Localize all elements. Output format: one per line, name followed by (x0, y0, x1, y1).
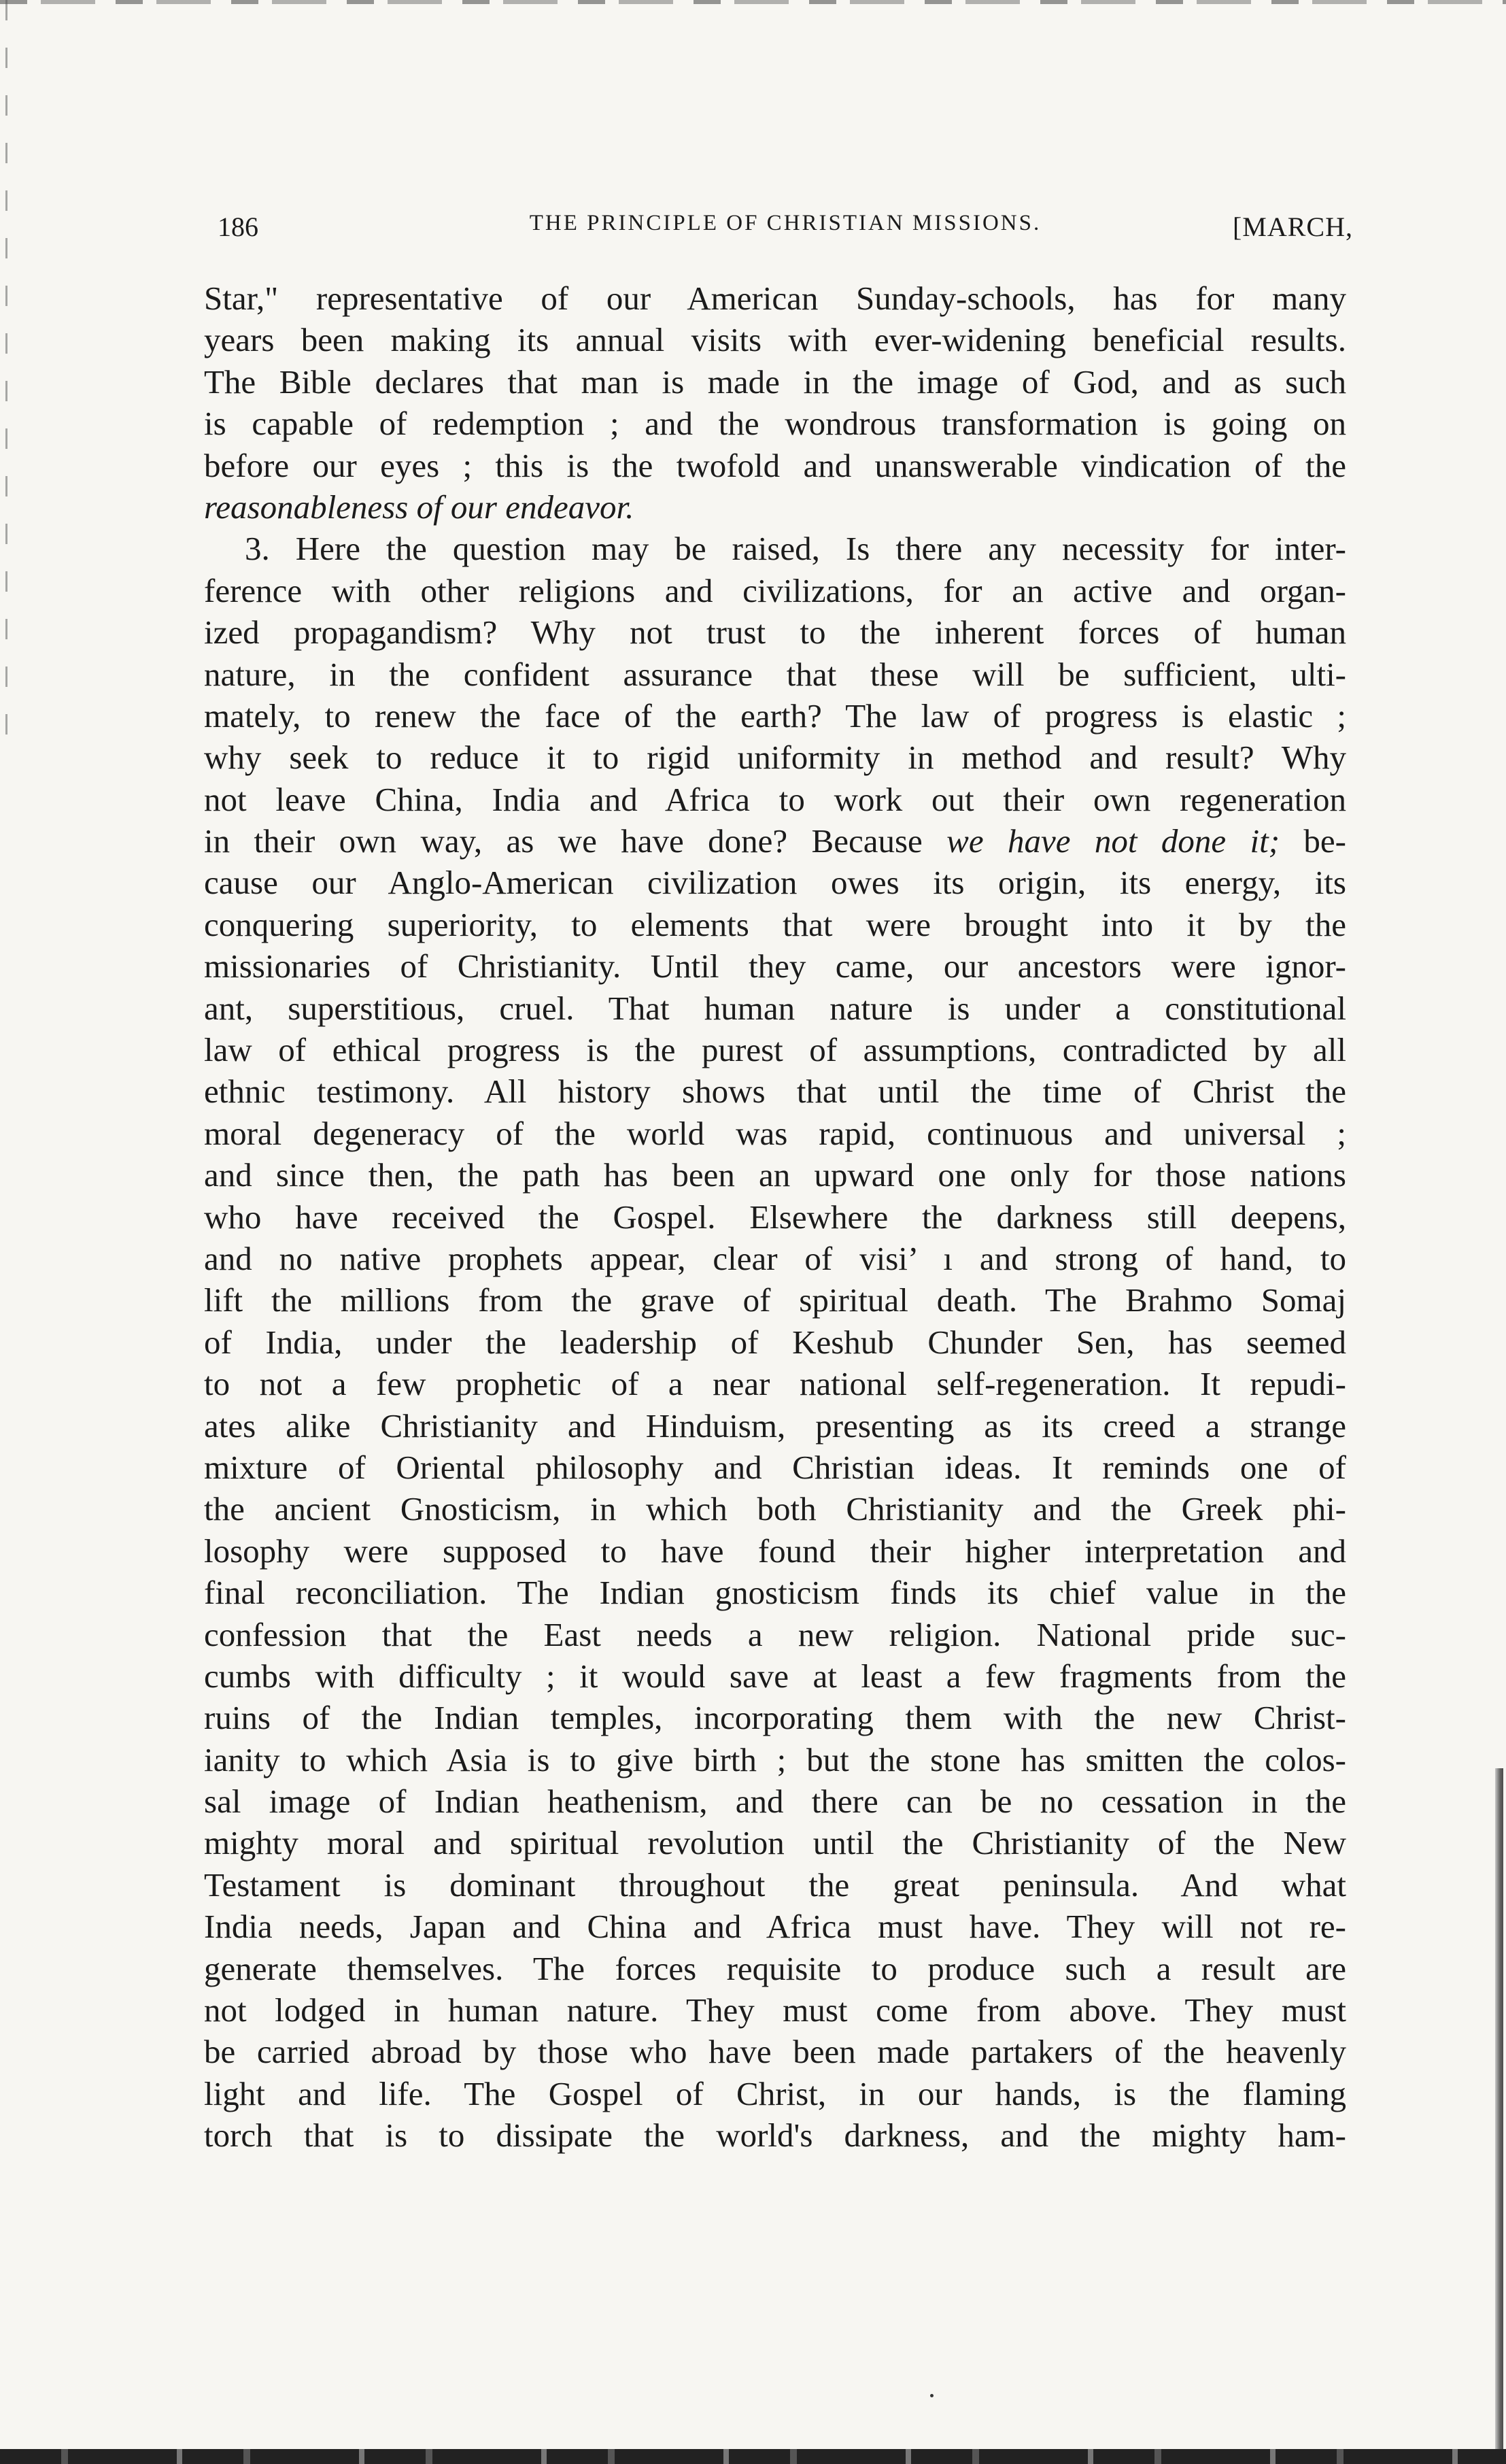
text-line: missionaries of Christianity. Until they came, our ancestors were ignor- (204, 947, 1346, 985)
text-line: mately, to renew the face of the earth? The law of progress is elastic ; (204, 696, 1346, 735)
text-line: not leave China, India and Africa to work out their own regeneration (204, 780, 1346, 818)
text-line: not lodged in human nature. They must come from above. They must (204, 1991, 1346, 2029)
text-line: ruins of the Indian temples, incorporating them with the new Christ- (204, 1699, 1346, 1737)
text-line: ates alike Christianity and Hinduism, presenting as its creed a strange (204, 1406, 1346, 1445)
running-header (218, 211, 1353, 252)
text-line: the ancient Gnosticism, in which both Christianity and the Greek phi- (204, 1490, 1346, 1528)
text-line (204, 486, 1346, 528)
scan-edge-bottom (0, 2449, 1506, 2464)
text-line: law of ethical progress is the purest of assumptions, contradicted by all (204, 1031, 1346, 1069)
text-line: conquering superiority, to elements that were brought into it by the (204, 905, 1346, 943)
text-line: be carried abroad by those who have been made partakers of the heavenly (204, 2033, 1346, 2071)
text-line: generate themselves. The forces requisite to produce such a result are (204, 1949, 1346, 1987)
text-line: is capable of redemption ; and the wondrous transformation is going on (204, 405, 1346, 443)
text-line: mighty moral and spiritual revolution until the Christianity of the New (204, 1824, 1346, 1862)
scan-edge-left (5, 0, 7, 748)
text-line: cumbs with difficulty ; it would save at least a few fragments from the (204, 1657, 1346, 1695)
text-line: mixture of Oriental philosophy and Christian ideas. It reminds one of (204, 1448, 1346, 1486)
text-line: 3. Here the question may be raised, Is there any necessity for inter- (245, 530, 1346, 568)
text-line: light and life. The Gospel of Christ, in our hands, is the flaming (204, 2074, 1346, 2112)
text-line: lift the millions from the grave of spiritual death. The Brahmo Somaj (204, 1281, 1346, 1319)
text-line: to not a few prophetic of a near national self-regeneration. It repudi- (204, 1365, 1346, 1403)
text-line: final reconciliation. The Indian gnosticism finds its chief value in the (204, 1574, 1346, 1612)
text-line: before our eyes ; this is the twofold and unanswerable vindication of the (204, 446, 1346, 484)
text-line: sal image of Indian heathenism, and there can be no cessation in the (204, 1783, 1346, 1821)
scan-edge-top (0, 0, 1506, 4)
text-line: who have received the Gospel. Elsewhere the darkness still deepens, (204, 1198, 1346, 1236)
italic-run: we have not done it; (946, 822, 1280, 860)
text-line: years been making its annual visits with ever-widening beneficial results. (204, 321, 1346, 359)
text-line: ethnic testimony. All history shows that until the time of Christ the (204, 1073, 1346, 1111)
text-line: losophy were supposed to have found their higher interpretation and (204, 1532, 1346, 1570)
scan-speck (930, 2394, 934, 2397)
text-line (204, 820, 1346, 862)
text-line: why seek to reduce it to rigid uniformity in method and result? Why (204, 739, 1346, 777)
page-number: 186 (218, 212, 258, 242)
text-line: India needs, Japan and China and Africa must have. They will not re- (204, 1908, 1346, 1946)
text-line: confession that the East needs a new religion. National pride suc- (204, 1615, 1346, 1653)
italic-run: reasonableness of our endeavor. (204, 488, 634, 526)
line-end: be- (1280, 822, 1346, 860)
text-line: Star," representative of our American Sunday-schools, has for many (204, 280, 1346, 317)
text-line: and since then, the path has been an upward one only for those nations (204, 1156, 1346, 1194)
text-line: Testament is dominant throughout the great peninsula. And what (204, 1866, 1346, 1904)
text-line: The Bible declares that man is made in the image of God, and as such (204, 362, 1346, 401)
text-line: nature, in the confident assurance that these will be sufficient, ulti- (204, 655, 1346, 693)
body-text (204, 277, 1346, 2157)
text-line: ference with other religions and civilizations, for an active and organ- (204, 571, 1346, 609)
scan-edge-right (1495, 1768, 1503, 2462)
text-line: moral degeneracy of the world was rapid, continuous and universal ; (204, 1114, 1346, 1152)
text-line: of India, under the leadership of Keshub Chunder Sen, has seemed (204, 1323, 1346, 1361)
text-line: ant, superstitious, cruel. That human nature is under a constitutional (204, 989, 1346, 1027)
running-title: THE PRINCIPLE OF CHRISTIAN MISSIONS. (529, 211, 1042, 235)
text-line: ianity to which Asia is to give birth ; but the stone has smitten the colos- (204, 1740, 1346, 1778)
running-date: [MARCH, (1232, 212, 1353, 242)
text-line: torch that is to dissipate the world's darkness, and the mighty ham- (204, 2116, 1346, 2155)
text-line: ized propagandism? Why not trust to the inherent forces of human (204, 613, 1346, 652)
text-line: cause our Anglo-American civilization owes its origin, its energy, its (204, 864, 1346, 902)
text-line: and no native prophets appear, clear of visi’ ı and strong of hand, to (204, 1239, 1346, 1277)
line-start: in their own way, as we have done? Because (204, 822, 947, 860)
